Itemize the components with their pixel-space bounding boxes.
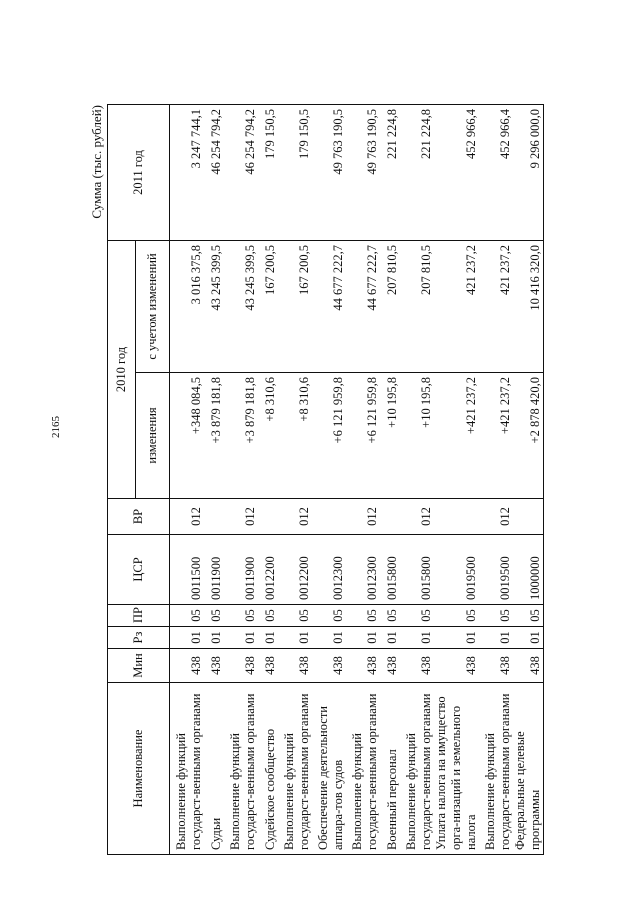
row-pr: 05	[434, 605, 479, 627]
row-csr: 0011900	[224, 535, 258, 605]
row-pr: 05	[380, 605, 400, 627]
row-pr: 05	[278, 605, 312, 627]
table-row	[224, 104, 258, 854]
table-row	[346, 104, 380, 854]
row-csr: 0019500	[434, 535, 479, 605]
row-csr: 0012300	[346, 535, 380, 605]
row-with-changes: 43 245 399,5	[224, 240, 258, 372]
row-rz: 01	[400, 627, 434, 649]
row-vr	[312, 499, 346, 535]
row-name: Судейское сообщество	[258, 683, 278, 855]
row-2011: 221 224,8	[380, 104, 400, 240]
row-min: 438	[434, 649, 479, 683]
row-changes: +6 121 959,8	[312, 373, 346, 499]
row-2011: 221 224,8	[400, 104, 434, 240]
table-row	[204, 104, 224, 854]
row-with-changes: 421 237,2	[479, 240, 513, 372]
row-changes: +8 310,6	[278, 373, 312, 499]
row-pr: 05	[224, 605, 258, 627]
row-rz: 01	[513, 627, 544, 649]
row-2011: 46 254 794,2	[204, 104, 224, 240]
row-min: 438	[312, 649, 346, 683]
row-with-changes: 10 416 320,0	[513, 240, 544, 372]
unit-caption: Сумма (тыс. рублей)	[89, 105, 104, 219]
row-changes: +8 310,6	[258, 373, 278, 499]
row-rz: 01	[224, 627, 258, 649]
row-rz: 01	[346, 627, 380, 649]
row-rz: 01	[312, 627, 346, 649]
row-rz: 01	[204, 627, 224, 649]
header-with-changes: с учетом изменений	[136, 240, 170, 372]
row-rz: 01	[278, 627, 312, 649]
table-row	[380, 104, 400, 854]
table-row	[170, 104, 204, 854]
row-name: Обеспечение деятельности аппара-тов судов	[312, 683, 346, 855]
row-with-changes: 44 677 222,7	[346, 240, 380, 372]
row-csr: 0012200	[278, 535, 312, 605]
row-vr: 012	[278, 499, 312, 535]
row-changes: +3 879 181,8	[204, 373, 224, 499]
row-vr	[380, 499, 400, 535]
row-rz: 01	[434, 627, 479, 649]
table-row	[278, 104, 312, 854]
row-min: 438	[224, 649, 258, 683]
row-name: Военный персонал	[380, 683, 400, 855]
row-rz: 01	[479, 627, 513, 649]
row-name: Выполнение функций государст-венными органами	[278, 683, 312, 855]
table-row	[400, 104, 434, 854]
row-pr: 05	[204, 605, 224, 627]
row-min: 438	[346, 649, 380, 683]
row-with-changes: 167 200,5	[278, 240, 312, 372]
row-with-changes: 167 200,5	[258, 240, 278, 372]
row-min: 438	[204, 649, 224, 683]
row-vr	[258, 499, 278, 535]
row-2011: 179 150,5	[258, 104, 278, 240]
row-min: 438	[380, 649, 400, 683]
table-row	[258, 104, 278, 854]
row-name: Выполнение функций государст-венными органами	[400, 683, 434, 855]
row-name: Выполнение функций государст-венными органами	[224, 683, 258, 855]
row-with-changes: 43 245 399,5	[204, 240, 224, 372]
row-min: 438	[400, 649, 434, 683]
row-pr: 05	[312, 605, 346, 627]
row-vr	[513, 499, 544, 535]
row-vr: 012	[224, 499, 258, 535]
row-csr: 0011500	[170, 535, 204, 605]
row-csr: 0015800	[400, 535, 434, 605]
row-with-changes: 421 237,2	[434, 240, 479, 372]
row-changes: +3 879 181,8	[224, 373, 258, 499]
header-csr: ЦСР	[108, 535, 170, 605]
row-with-changes: 3 016 375,8	[170, 240, 204, 372]
row-2011: 452 966,4	[434, 104, 479, 240]
budget-table	[107, 104, 544, 855]
row-changes: +421 237,2	[434, 373, 479, 499]
row-csr: 0019500	[479, 535, 513, 605]
row-pr: 05	[400, 605, 434, 627]
header-name: Наименование	[108, 683, 170, 855]
row-vr: 012	[479, 499, 513, 535]
row-min: 438	[513, 649, 544, 683]
row-with-changes: 44 677 222,7	[312, 240, 346, 372]
row-with-changes: 207 810,5	[380, 240, 400, 372]
row-pr: 05	[513, 605, 544, 627]
row-changes: +348 084,5	[170, 373, 204, 499]
row-vr: 012	[346, 499, 380, 535]
table-row	[513, 104, 544, 854]
row-min: 438	[258, 649, 278, 683]
header-rz: Рз	[108, 627, 170, 649]
rotated-page-content	[89, 105, 542, 855]
row-changes: +2 878 420,0	[513, 373, 544, 499]
row-2011: 49 763 190,5	[346, 104, 380, 240]
row-csr: 0011900	[204, 535, 224, 605]
row-min: 438	[479, 649, 513, 683]
row-2011: 179 150,5	[278, 104, 312, 240]
row-csr: 0012300	[312, 535, 346, 605]
row-name: Судьи	[204, 683, 224, 855]
row-2011: 452 966,4	[479, 104, 513, 240]
row-vr: 012	[170, 499, 204, 535]
row-vr	[204, 499, 224, 535]
row-2011: 9 296 000,0	[513, 104, 544, 240]
header-changes: изменения	[136, 373, 170, 499]
row-2011: 3 247 744,1	[170, 104, 204, 240]
row-changes: +10 195,8	[380, 373, 400, 499]
row-pr: 05	[258, 605, 278, 627]
row-pr: 05	[170, 605, 204, 627]
row-vr: 012	[400, 499, 434, 535]
row-name: Выполнение функций государст-венными органами	[479, 683, 513, 855]
row-changes: +10 195,8	[400, 373, 434, 499]
row-rz: 01	[170, 627, 204, 649]
row-min: 438	[278, 649, 312, 683]
row-2011: 49 763 190,5	[312, 104, 346, 240]
header-year-2011: 2011 год	[108, 104, 170, 240]
row-min: 438	[170, 649, 204, 683]
row-name: Федеральные целевые программы	[513, 683, 544, 855]
table-row	[479, 104, 513, 854]
row-changes: +421 237,2	[479, 373, 513, 499]
table-row	[434, 104, 479, 854]
row-2011: 46 254 794,2	[224, 104, 258, 240]
row-csr: 1000000	[513, 535, 544, 605]
row-name: Выполнение функций государст-венными органами	[346, 683, 380, 855]
header-year-2010: 2010 год	[108, 240, 136, 498]
row-name: Выполнение функций государст-венными органами	[170, 683, 204, 855]
row-csr: 0012200	[258, 535, 278, 605]
header-min: Мин	[108, 649, 170, 683]
header-pr: ПР	[108, 605, 170, 627]
row-with-changes: 207 810,5	[400, 240, 434, 372]
row-csr: 0015800	[380, 535, 400, 605]
row-pr: 05	[479, 605, 513, 627]
row-name: Уплата налога на имущество орга-низаций и земельного налога	[434, 683, 479, 855]
page-number: 2165	[50, 416, 62, 438]
row-rz: 01	[258, 627, 278, 649]
table-row	[312, 104, 346, 854]
header-vr: ВР	[108, 499, 170, 535]
row-vr	[434, 499, 479, 535]
row-rz: 01	[380, 627, 400, 649]
row-changes: +6 121 959,8	[346, 373, 380, 499]
row-pr: 05	[346, 605, 380, 627]
